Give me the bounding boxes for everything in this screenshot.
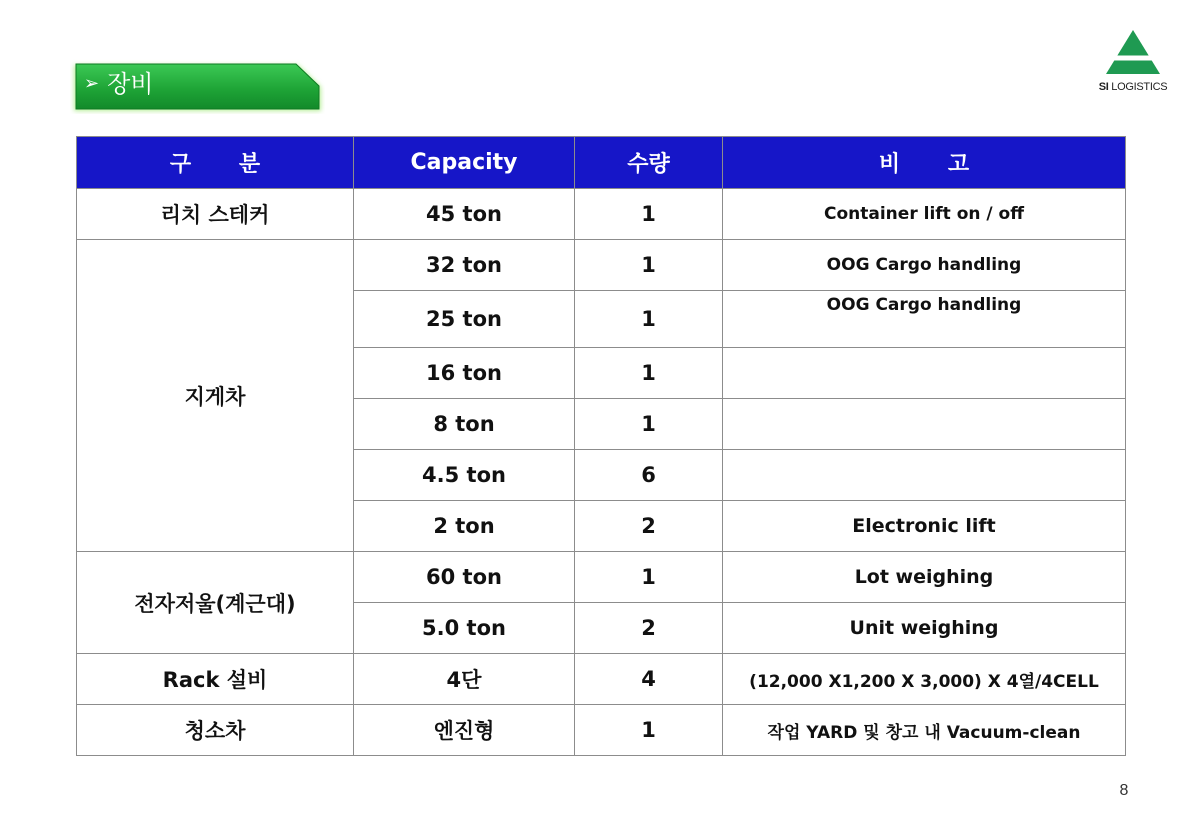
arrow-bullet-icon: ➢ — [84, 73, 100, 94]
category-cell: 리치 스테커 — [77, 189, 354, 240]
capacity-cell: 4.5 ton — [354, 450, 575, 501]
capacity-cell: 45 ton — [354, 189, 575, 240]
quantity-cell: 2 — [575, 603, 723, 654]
table-row — [77, 189, 1126, 240]
table-row — [77, 654, 1126, 705]
note-cell — [723, 399, 1126, 450]
header-quantity: 수량 — [575, 137, 723, 189]
category-cell: Rack 설비 — [77, 654, 354, 705]
table-row — [77, 705, 1126, 756]
capacity-cell: 엔진형 — [354, 705, 575, 756]
si-logistics-logo — [1090, 28, 1176, 98]
section-title: 장비 — [107, 70, 154, 98]
capacity-cell: 2 ton — [354, 501, 575, 552]
quantity-cell: 4 — [575, 654, 723, 705]
table-row — [77, 240, 1126, 291]
capacity-cell: 5.0 ton — [354, 603, 575, 654]
note-cell: 작업 YARD 및 창고 내 Vacuum-clean — [723, 705, 1126, 756]
quantity-cell: 1 — [575, 552, 723, 603]
note-cell: Container lift on / off — [723, 189, 1126, 240]
logo-text-bold: SI — [1098, 81, 1109, 93]
section-title-tab — [70, 59, 325, 114]
capacity-cell: 25 ton — [354, 291, 575, 348]
logo-text-rest: LOGISTICS — [1108, 81, 1168, 93]
category-cell: 전자저울(계근대) — [77, 552, 354, 654]
quantity-cell: 1 — [575, 348, 723, 399]
quantity-cell: 1 — [575, 399, 723, 450]
note-cell: Unit weighing — [723, 603, 1126, 654]
table-row — [77, 552, 1126, 603]
capacity-cell: 60 ton — [354, 552, 575, 603]
quantity-cell: 1 — [575, 291, 723, 348]
note-cell: OOG Cargo handling — [723, 291, 1126, 348]
header-capacity: Capacity — [354, 137, 575, 189]
quantity-cell: 6 — [575, 450, 723, 501]
quantity-cell: 1 — [575, 240, 723, 291]
header-note: 비 고 — [723, 137, 1126, 189]
category-cell: 지게차 — [77, 240, 354, 552]
note-cell: OOG Cargo handling — [723, 240, 1126, 291]
note-cell: Electronic lift — [723, 501, 1126, 552]
capacity-cell: 4단 — [354, 654, 575, 705]
quantity-cell: 1 — [575, 705, 723, 756]
header-category: 구 분 — [77, 137, 354, 189]
note-cell: (12,000 X1,200 X 3,000) X 4열/4CELL — [723, 654, 1126, 705]
quantity-cell: 2 — [575, 501, 723, 552]
table-header-row — [77, 137, 1126, 189]
note-cell — [723, 348, 1126, 399]
category-cell: 청소차 — [77, 705, 354, 756]
note-cell — [723, 450, 1126, 501]
quantity-cell: 1 — [575, 189, 723, 240]
note-cell: Lot weighing — [723, 552, 1126, 603]
capacity-cell: 8 ton — [354, 399, 575, 450]
capacity-cell: 32 ton — [354, 240, 575, 291]
capacity-cell: 16 ton — [354, 348, 575, 399]
logo-mountain-icon — [1102, 28, 1164, 78]
equipment-table — [76, 136, 1126, 756]
page-number: 8 — [1119, 782, 1129, 799]
